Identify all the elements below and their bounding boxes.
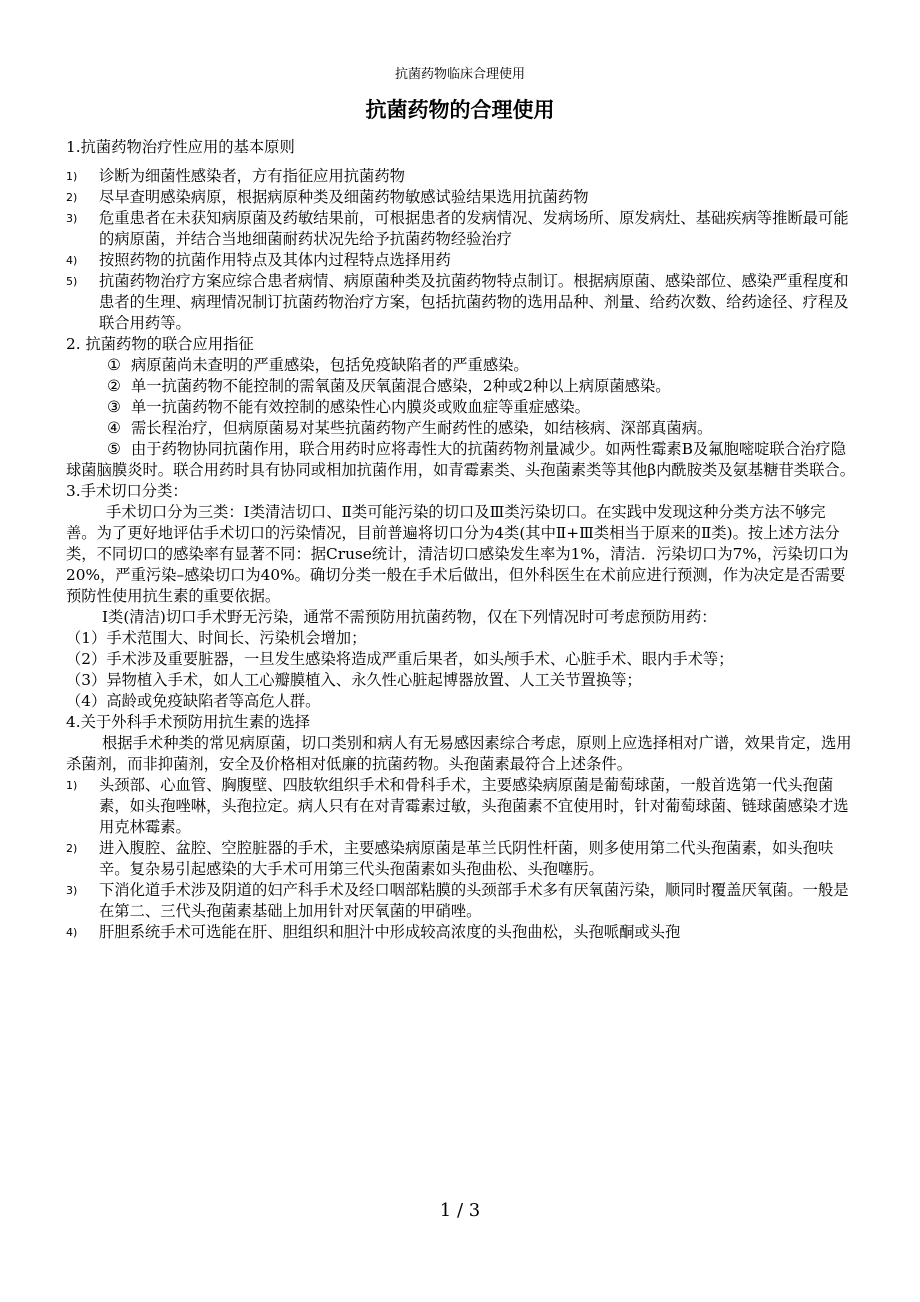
section-2-heading: 2. 抗菌药物的联合应用指征 <box>66 335 254 353</box>
s2-item-1 <box>66 355 856 376</box>
item-text: 单一抗菌药物不能有效控制的感染性心内膜炎或败血症等重症感染。 <box>131 398 590 416</box>
item-mark: ② <box>107 377 121 395</box>
s4-intro: 根据手术种类的常见病原菌，切口类别和病人有无易感因素综合考虑，原则上应选择相对广谱，效果肯定，选用杀菌剂，而非抑菌剂，安全及价格相对低廉的抗菌药物。头孢菌素最符合上述条件。 <box>66 734 852 773</box>
item-text: 由于药物协同抗菌作用，联合用药时应将毒性大的抗菌药物剂量减少。如两性霉素B及氟胞嘧啶联合治疗隐球菌脑膜炎时。联合用药时具有协同或相加抗菌作用，如青霉素类、头孢菌素类等其他β内酰胺类及氨基糖苷类联合。 <box>66 440 855 479</box>
running-header: 抗菌药物临床合理使用 <box>394 67 525 82</box>
document-title: 抗菌药物的合理使用 <box>365 98 555 122</box>
item-text: 抗菌药物治疗方案应综合患者病情、病原菌种类及抗菌药物特点制订。根据病原菌、感染部位、感染严重程度和患者的生理、病理情况制订抗菌药物治疗方案，包括抗菌药物的选用品种、剂量、给药次数、给药途径、疗程及联合用药等。 <box>99 272 849 332</box>
item-text: 单一抗菌药物不能控制的需氧菌及厌氧菌混合感染，2种或2种以上病原菌感染。 <box>131 377 671 395</box>
document-body <box>66 137 856 943</box>
s1-item-5 <box>66 271 856 334</box>
section-4-heading: 4.关于外科手术预防用抗生素的选择 <box>66 713 311 731</box>
item-text: 进入腹腔、盆腔、空腔脏器的手术，主要感染病原菌是革兰氏阴性杆菌，则多使用第二代头孢菌素，如头孢呋辛。复杂易引起感染的大手术可用第三代头孢菌素如头孢曲松、头孢噻肟。 <box>99 839 834 878</box>
item-text: 按照药物的抗菌作用特点及其体内过程特点选择用药 <box>99 251 451 269</box>
s3-item-4: （4）高龄或免疫缺陷者等高危人群。 <box>66 692 321 710</box>
page-number: 1 / 3 <box>439 1200 481 1221</box>
item-text: 头颈部、心血管、胸腹壁、四肢软组织手术和骨科手术，主要感染病原菌是葡萄球菌，一般首选第一代头孢菌素，如头孢唑啉，头孢拉定。病人只有在对青霉素过敏，头孢菌素不宜使用时，针对葡萄球菌、链球菌感染才选用克林霉素。 <box>99 776 849 836</box>
item-text: 下消化道手术涉及阴道的妇产科手术及经口咽部粘膜的头颈部手术多有厌氧菌污染，顺同时覆盖厌氧菌。一般是在第二、三代头孢菌素基础上加用针对厌氧菌的甲硝唑。 <box>99 881 849 920</box>
section-3-heading: 3.手术切口分类： <box>66 482 188 500</box>
s3-paragraph-2: Ⅰ类(清洁)切口手术野无污染，通常不需预防用抗菌药物，仅在下列情况时可考虑预防用药： <box>102 608 717 626</box>
s3-item-2: （2）手术涉及重要脏器，一旦发生感染将造成严重后果者，如头颅手术、心脏手术、眼内手术等； <box>66 650 734 668</box>
s3-item-3: （3）异物植入手术，如人工心瓣膜植入、永久性心脏起博器放置、人工关节置换等； <box>66 671 642 689</box>
s4-item-4 <box>66 922 856 943</box>
item-number: 2) <box>66 842 78 855</box>
item-mark: ① <box>107 356 121 374</box>
s2-item-4 <box>66 418 856 439</box>
s4-item-2 <box>66 838 856 880</box>
s2-item-5 <box>66 439 856 481</box>
s2-item-3 <box>66 397 856 418</box>
item-text: 诊断为细菌性感染者，方有指征应用抗菌药物 <box>99 167 405 185</box>
s1-item-1 <box>66 166 856 187</box>
item-text: 病原菌尚未查明的严重感染，包括免疫缺陷者的严重感染。 <box>131 356 529 374</box>
item-number: 1) <box>66 779 78 792</box>
item-text: 危重患者在未获知病原菌及药敏结果前，可根据患者的发病情况、发病场所、原发病灶、基础疾病等推断最可能的病原菌，并结合当地细菌耐药状况先给予抗菌药物经验治疗 <box>99 209 849 248</box>
item-mark: ④ <box>107 419 121 437</box>
s2-item-2 <box>66 376 856 397</box>
s4-item-1 <box>66 775 856 838</box>
item-mark: ⑤ <box>107 440 121 458</box>
item-number: 4) <box>66 254 78 267</box>
item-number: 3) <box>66 884 78 897</box>
item-text: 需长程治疗，但病原菌易对某些抗菌药物产生耐药性的感染，如结核病、深部真菌病。 <box>131 419 713 437</box>
item-number: 1) <box>66 170 78 183</box>
item-number: 5) <box>66 275 78 288</box>
item-text: 尽早查明感染病原，根据病原种类及细菌药物敏感试验结果选用抗菌药物 <box>99 188 589 206</box>
s3-item-1: （1）手术范围大、时间长、污染机会增加； <box>66 629 367 647</box>
s4-item-3 <box>66 880 856 922</box>
item-number: 2) <box>66 191 78 204</box>
section-1-heading: 1.抗菌药物治疗性应用的基本原则 <box>66 138 295 156</box>
item-text: 肝胆系统手术可选能在肝、胆组织和胆汁中形成较高浓度的头孢曲松，头孢哌酮或头孢 <box>99 923 681 941</box>
s1-item-4 <box>66 250 856 271</box>
item-mark: ③ <box>107 398 121 416</box>
item-number: 4) <box>66 926 78 939</box>
s1-item-2 <box>66 187 856 208</box>
s3-paragraph-1: 手术切口分为三类：Ⅰ类清洁切口、Ⅱ类可能污染的切口及Ⅲ类污染切口。在实践中发现这种分类方法不够完善。为了更好地评估手术切口的污染情况，目前普遍将切口分为4类(其中Ⅱ+Ⅲ类相当于原来的Ⅱ类)。按上述方法分类，不同切口的感染率有显著不同：据Cruse统计，清洁切口感染发生率为1%，清洁．污染切口为7%，污染切口为20%，严重污染–感染切口为40%。确切分类一般在手术后做出，但外科医生在术前应进行预测，作为决定是否需要预防性使用抗生素的重要依据。 <box>66 503 849 605</box>
item-number: 3) <box>66 212 78 225</box>
s1-item-3 <box>66 208 856 250</box>
